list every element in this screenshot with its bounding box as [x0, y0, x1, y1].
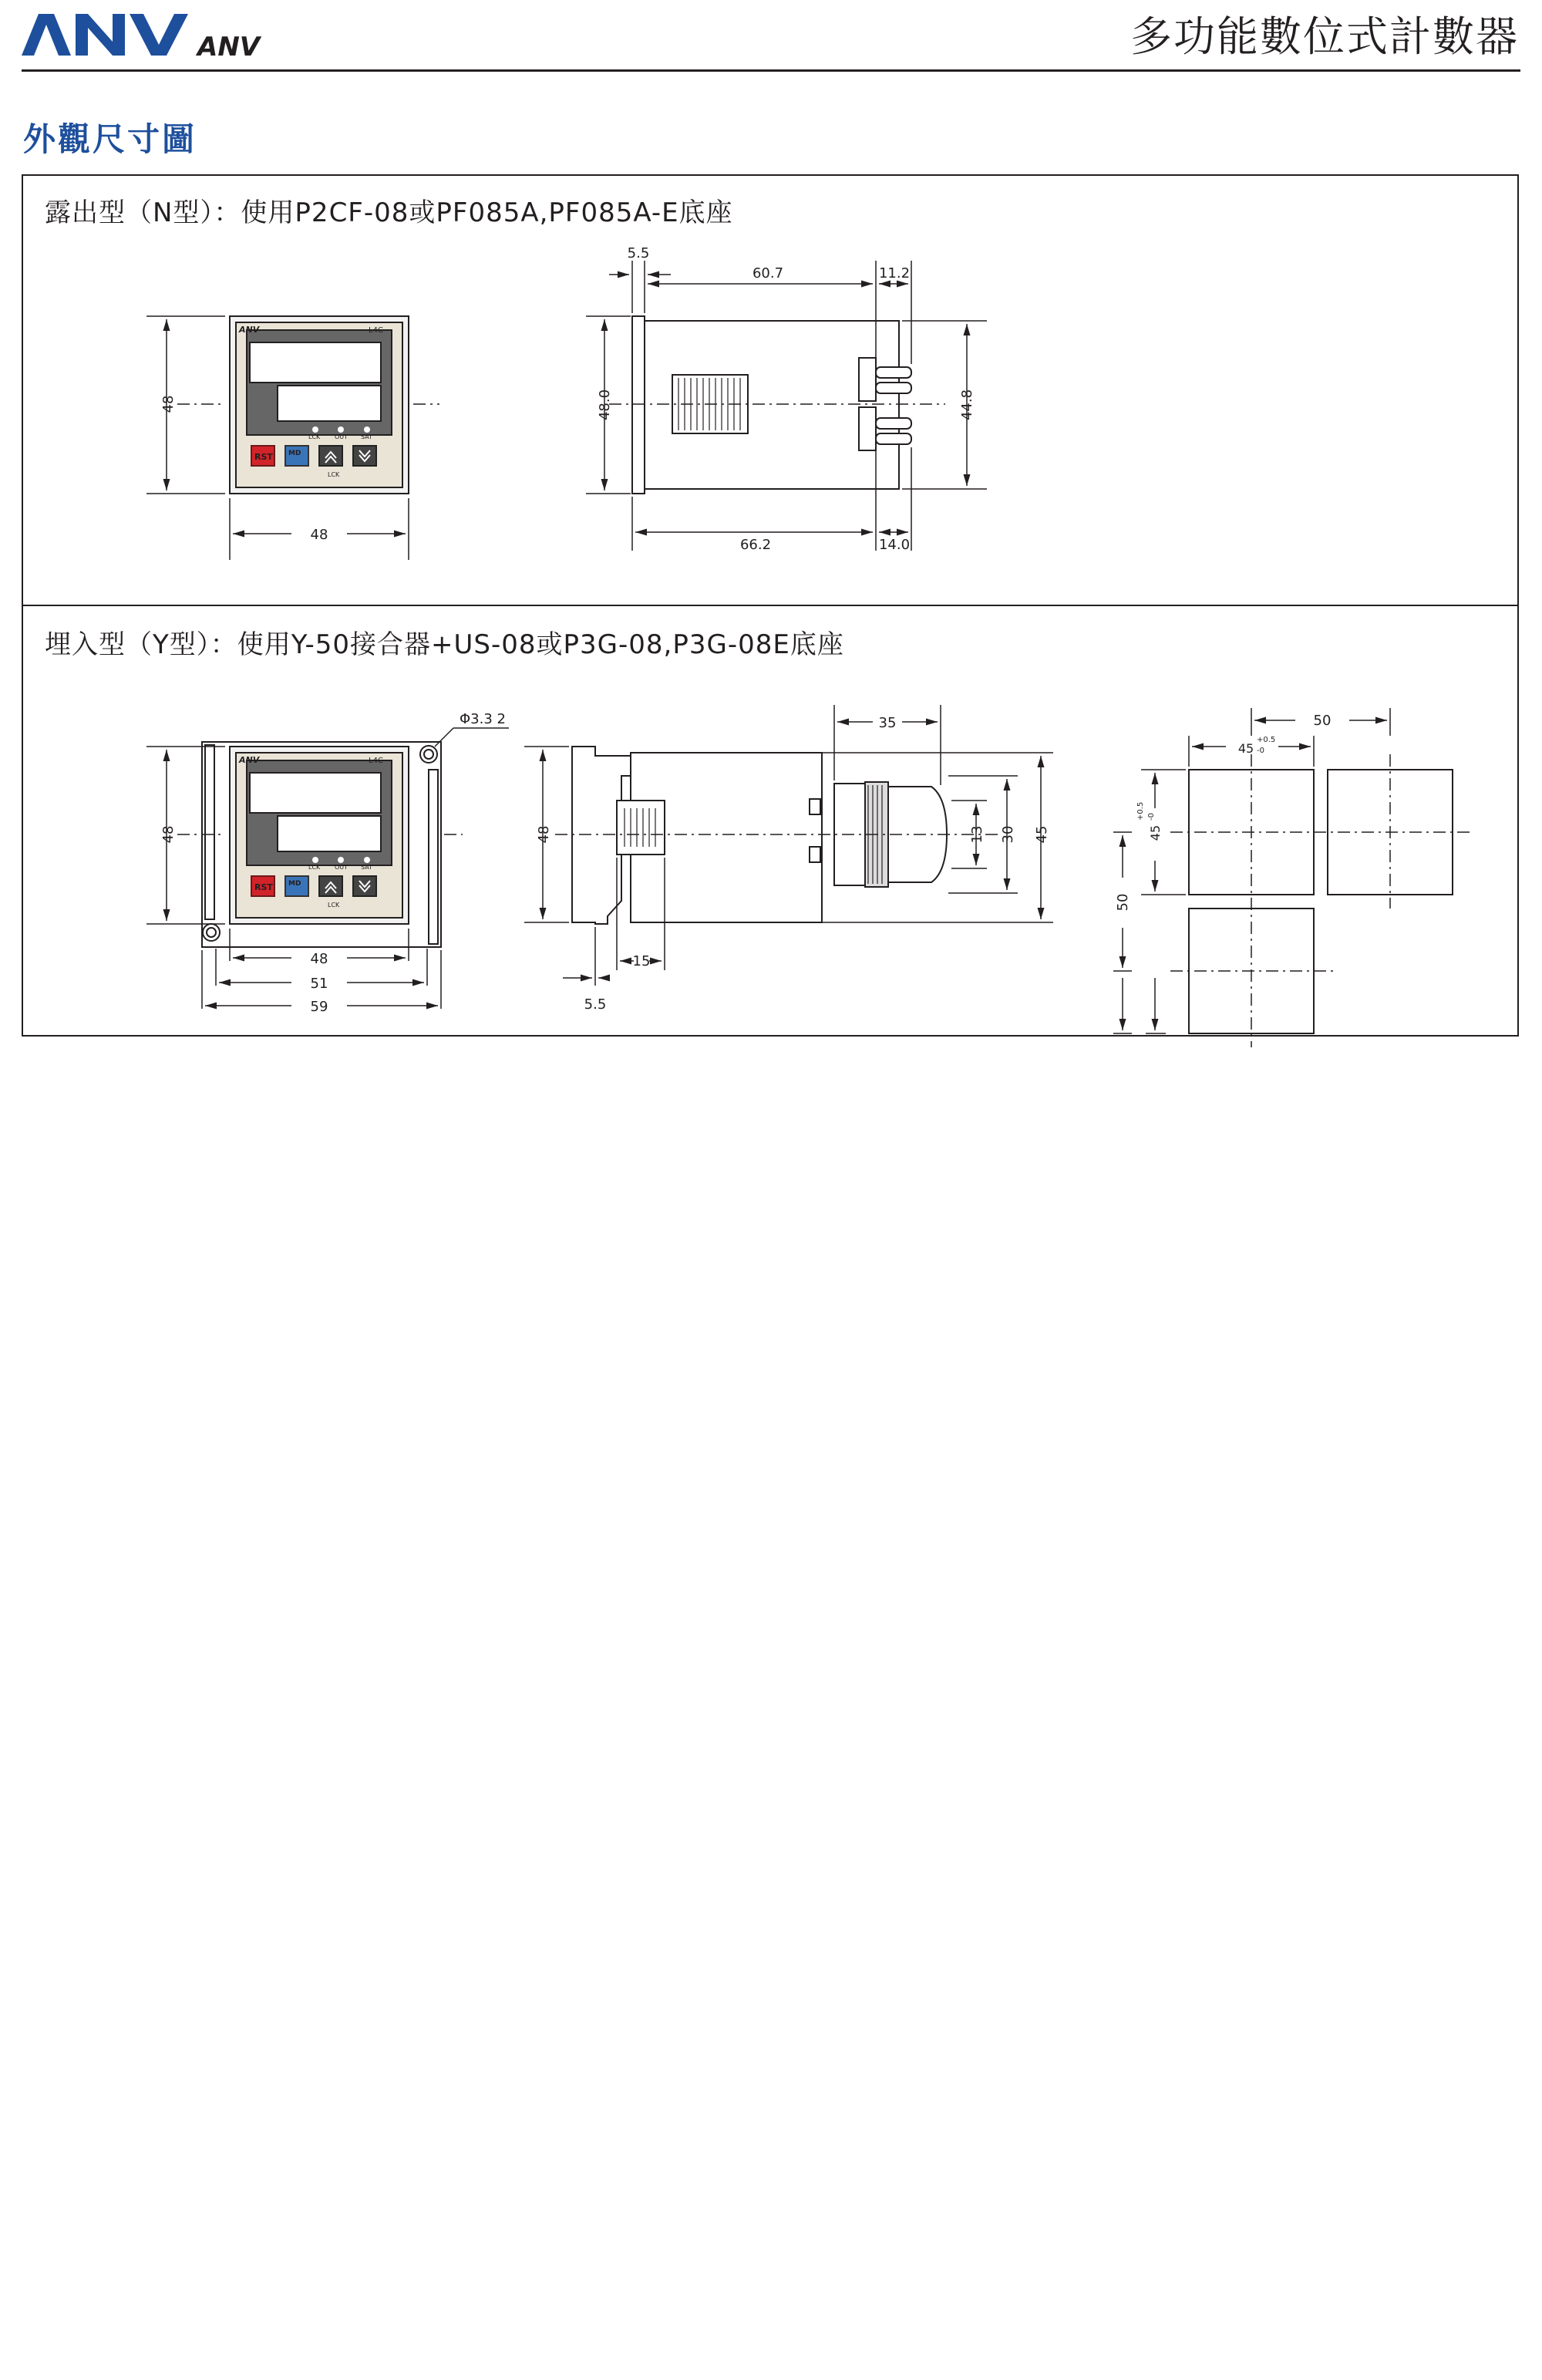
n-side-view: [632, 316, 911, 494]
y-cutout-hole-h-tol-minus: -0: [1257, 747, 1264, 755]
y-side-view: [572, 747, 947, 924]
y-front-brand: ANV: [239, 755, 260, 765]
n-side-bezel-label: 5.5: [627, 245, 650, 261]
y-side-socket-label: 35: [878, 715, 897, 731]
panel-y-caption: 埋入型（Y型）：使用Y-50接合器+US-08或P3G-08,P3G-08E底座: [45, 629, 844, 660]
n-side-body-label: 60.7: [752, 265, 784, 281]
y-cutout-hole-v-tol-minus: -0: [1147, 813, 1156, 821]
n-side-inner-height-label: 44.8: [959, 389, 975, 421]
section-title: 外觀尺寸圖: [23, 120, 197, 158]
y-front-indicator-sat: SAT: [361, 864, 372, 871]
n-front-width-label: 48: [310, 527, 328, 543]
n-front-height-label: 48: [160, 395, 177, 413]
y-front-screw-label: Φ3.3 2: [460, 711, 506, 727]
n-front-brand: ANV: [239, 325, 260, 335]
n-front-indicator-sat: SAT: [361, 433, 372, 440]
y-side-height-label: 48: [536, 825, 552, 844]
n-front-model: L4C: [369, 326, 383, 335]
y-cutout-hole-v-label: 45: [1148, 824, 1163, 841]
y-side-13-label: 13: [969, 825, 985, 844]
logo-small-text: ANV: [197, 32, 261, 59]
y-cutout-hole-h-label: 45: [1237, 741, 1254, 756]
n-front-md-button: MD: [288, 450, 301, 457]
y-front-model: L4C: [369, 757, 383, 765]
y-front-lock-label: LCK: [328, 902, 340, 909]
y-side-30-label: 30: [1000, 825, 1016, 844]
y-cutout-pitch-h-label: 50: [1313, 713, 1332, 729]
y-front-indicator-out: OUT: [335, 864, 348, 871]
n-side-pins-label: 11.2: [878, 265, 911, 281]
n-front-rst-button: RST: [254, 452, 273, 462]
y-cutout-hole-h-tol-plus: +0.5: [1257, 736, 1276, 744]
dimension-frame: [22, 174, 1519, 1037]
panel-n-caption: 露出型（N型）：使用P2CF-08或PF085A,PF085A-E底座: [45, 197, 733, 228]
y-side-15-label: 15: [632, 953, 651, 969]
product-title: 多功能數位式計數器: [1130, 12, 1519, 61]
anv-logo: [22, 11, 284, 59]
y-front-view: [202, 742, 441, 947]
dimension-drawings: [23, 176, 1520, 1038]
n-front-indicator-out: OUT: [335, 433, 348, 440]
y-front-width-59-label: 59: [310, 999, 328, 1015]
n-side-height-label: 48.0: [597, 389, 613, 421]
n-front-view: [230, 316, 409, 494]
n-front-lock-label: LCK: [328, 471, 340, 478]
y-side-5-5-label: 5.5: [584, 996, 607, 1013]
y-front-width-51-label: 51: [310, 976, 328, 992]
n-side-total-label: 66.2: [739, 537, 772, 553]
header-divider: [22, 69, 1520, 72]
y-front-md-button: MD: [288, 880, 301, 888]
y-front-height-label: 48: [160, 825, 177, 844]
y-cutout-pitch-v-label: 50: [1115, 893, 1131, 912]
y-side-45-label: 45: [1034, 825, 1050, 844]
n-front-indicator-lck: LCK: [308, 433, 321, 440]
y-front-rst-button: RST: [254, 882, 273, 892]
y-front-width-48-label: 48: [310, 951, 328, 967]
n-side-pin-length-label: 14.0: [878, 537, 911, 553]
y-cutout-view: [1189, 770, 1453, 1033]
y-front-indicator-lck: LCK: [308, 864, 321, 871]
y-cutout-hole-v-tol-plus: +0.5: [1136, 801, 1145, 821]
